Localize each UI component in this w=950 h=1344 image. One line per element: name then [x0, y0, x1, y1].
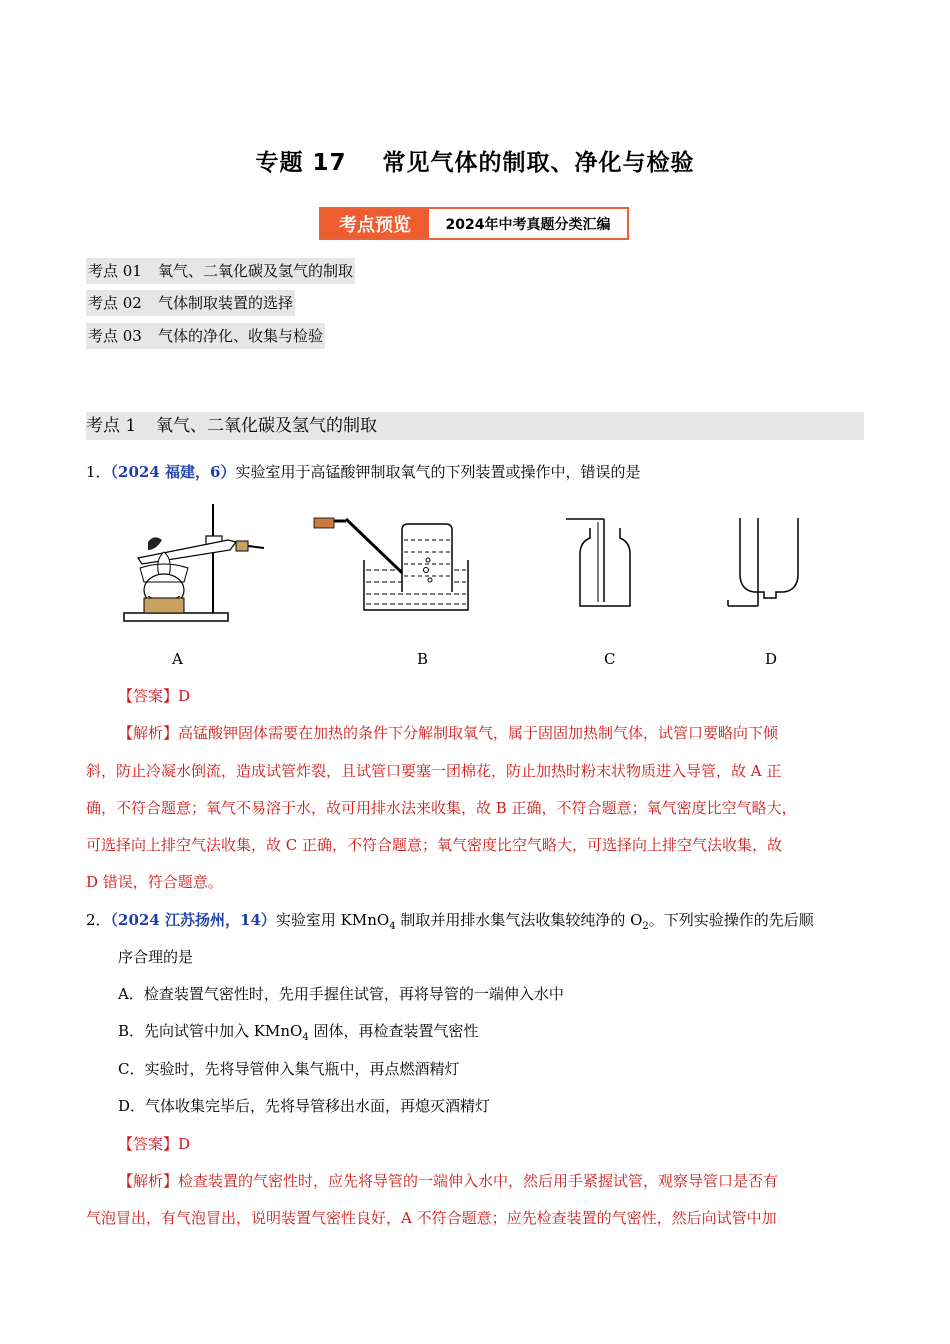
- question-text: 。下列实验操作的先后顺: [648, 911, 814, 929]
- title-prefix: 专题 17: [255, 150, 347, 176]
- apparatus-b-figure: [310, 510, 470, 614]
- question-source: （2024 江苏扬州，14）: [110, 911, 276, 929]
- section-heading: [86, 412, 864, 440]
- toc-code: 考点 03: [88, 327, 142, 345]
- option-text: 固体，再检查装置气密性: [308, 1022, 479, 1040]
- subscript: 4: [302, 1032, 309, 1043]
- q2-answer: 【答案】D: [118, 1135, 191, 1153]
- q1-analysis-line: D 错误，符合题意。: [86, 873, 223, 891]
- figure-label-a: A: [172, 650, 183, 668]
- figure-label-b: B: [417, 650, 429, 668]
- q2-analysis-line: 气泡冒出，有气泡冒出，说明装置气密性良好，A 不符合题意；应先检查装置的气密性，然后向试管中加: [86, 1209, 777, 1227]
- q1-analysis-line: 斜，防止冷凝水倒流，造成试管炸裂，且试管口要塞一团棉花，防止加热时粉末状物质进入导管，故 A 正: [86, 762, 782, 780]
- option-d[interactable]: D．气体收集完毕后，先将导管移出水面，再熄灭酒精灯: [118, 1097, 491, 1115]
- option-c[interactable]: C．实验时，先将导管伸入集气瓶中，再点燃酒精灯: [118, 1060, 460, 1078]
- toc-item-1[interactable]: [86, 258, 355, 284]
- page-title: [0, 144, 950, 177]
- option-a[interactable]: A．检查装置气密性时，先用手握住试管，再将导管的一端伸入水中: [118, 985, 564, 1003]
- subscript: 2: [642, 921, 649, 932]
- title-main: 常见气体的制取、净化与检验: [382, 150, 695, 176]
- toc-text: 氧气、二氧化碳及氢气的制取: [158, 262, 354, 280]
- q2-analysis-line: 【解析】检查装置的气密性时，应先将导管的一端伸入水中，然后用手紧握试管，观察导管口是否有: [118, 1172, 779, 1190]
- question-text: 实验室用 KMnO: [275, 911, 390, 929]
- option-text: B．先向试管中加入 KMnO: [118, 1022, 303, 1040]
- toc-item-2[interactable]: [86, 290, 295, 316]
- q1-analysis-line: 可选择向上排空气法收集，故 C 正确，不符合题意；氧气密度比空气略大，可选择向上排空气法收集，故: [86, 836, 783, 854]
- apparatus-d-figure: [722, 514, 804, 610]
- apparatus-a-figure: [118, 498, 268, 630]
- q1-analysis-line: 确，不符合题意；氧气不易溶于水，故可用排水法来收集，故 B 正确，不符合题意；氧气密度比空气略大，: [86, 799, 797, 817]
- q1-answer: 【答案】D: [118, 687, 191, 705]
- figure-label-c: C: [604, 650, 616, 668]
- banner-text: 2024年中考真题分类汇编: [429, 209, 627, 238]
- toc-code: 考点 01: [88, 262, 142, 280]
- question-number: 2．: [86, 911, 111, 929]
- section-code: 考点 1: [86, 416, 137, 436]
- question-number: 1．: [86, 463, 111, 481]
- question-2-stem-cont: 序合理的是: [118, 948, 194, 966]
- question-text: 制取并用排水集气法收集较纯净的 O: [395, 911, 643, 929]
- question-2-stem: [86, 909, 814, 938]
- apparatus-c-figure: [562, 514, 634, 610]
- toc-text: 气体的净化、收集与检验: [158, 327, 324, 345]
- section-text: 氧气、二氧化碳及氢气的制取: [156, 416, 377, 436]
- question-text: 实验室用于高锰酸钾制取氧气的下列装置或操作中，错误的是: [235, 463, 641, 481]
- subscript: 4: [389, 921, 396, 932]
- toc-text: 气体制取装置的选择: [158, 294, 294, 312]
- banner-tag: 考点预览: [321, 209, 429, 238]
- question-1-stem: [86, 461, 640, 483]
- question-source: （2024 福建，6）: [110, 463, 236, 481]
- toc-code: 考点 02: [88, 294, 142, 312]
- figure-label-d: D: [765, 650, 778, 668]
- toc-item-3[interactable]: [86, 323, 325, 349]
- option-b[interactable]: [118, 1020, 478, 1049]
- preview-banner: [319, 207, 629, 240]
- q1-analysis-line: 【解析】高锰酸钾固体需要在加热的条件下分解制取氧气，属于固固加热制气体，试管口要略向下倾: [118, 724, 779, 742]
